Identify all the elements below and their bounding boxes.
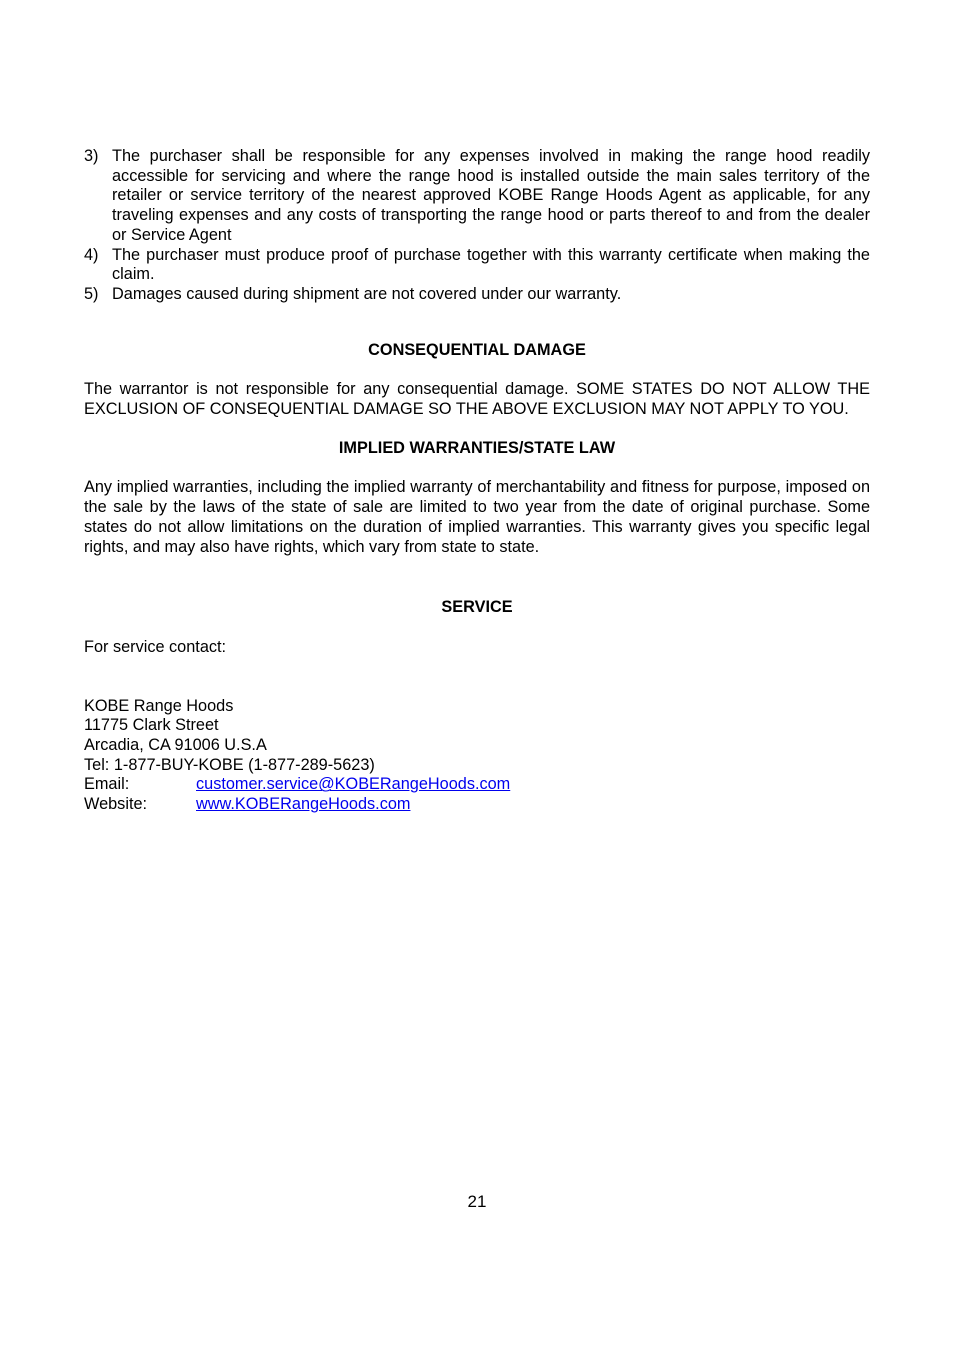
company-name: KOBE Range Hoods — [84, 696, 234, 715]
consequential-damage-heading: CONSEQUENTIAL DAMAGE — [368, 340, 586, 359]
implied-warranties-paragraph: Any implied warranties, including the implied warranty of merchantability and fitness for purpose, imposed on the sale by the laws of the state of sale are limited to two year from the date of original purchase. Some states do not allow limitations on the duration of implied warranties. This warranty gives you specific legal rights, and may also have rights, which vary from state to state. — [84, 478, 870, 556]
service-address — [84, 697, 870, 815]
website-row — [84, 795, 870, 815]
term-number: 4) — [84, 245, 99, 264]
email-label: Email: — [84, 775, 130, 794]
implied-warranties-heading: IMPLIED WARRANTIES/STATE LAW — [338, 438, 616, 457]
email-link[interactable]: customer.service@KOBERangeHoods.com — [196, 775, 511, 794]
term-number: 3) — [84, 147, 99, 165]
service-heading: SERVICE — [441, 598, 513, 617]
city-address: Arcadia, CA 91006 U.S.A — [84, 736, 267, 755]
website-link[interactable]: www.KOBERangeHoods.com — [196, 795, 411, 814]
page-number: 21 — [467, 1192, 487, 1211]
warranty-term-4 — [84, 246, 870, 285]
service-intro: For service contact: — [84, 637, 227, 656]
term-text: The purchaser must produce proof of purchase together with this warranty certificate when making the claim. — [112, 245, 870, 284]
email-row — [84, 775, 870, 795]
document-page — [84, 147, 870, 815]
warranty-term-5 — [84, 285, 870, 305]
street-address: 11775 Clark Street — [84, 716, 219, 735]
term-number: 5) — [84, 284, 99, 303]
term-text: The purchaser shall be responsible for any expenses involved in making the range hood readily accessible for servicing and where the range hood is installed outside the main sales territory of the retailer or service territory of the nearest approved KOBE Range Hoods Agent as applicable, for any traveling expenses and any costs of transporting the range hood or parts thereof to and from the dealer or Service Agent — [112, 147, 870, 244]
telephone: Tel: 1-877-BUY-KOBE (1-877-289-5623) — [84, 755, 375, 774]
warranty-terms-list — [84, 147, 870, 305]
website-label: Website: — [84, 795, 148, 814]
term-text: Damages caused during shipment are not covered under our warranty. — [112, 284, 622, 303]
warranty-term-3 — [84, 147, 870, 246]
consequential-damage-paragraph: The warrantor is not responsible for any consequential damage. SOME STATES DO NOT ALLOW THE EXCLUSION OF CONSEQUENTIAL DAMAGE SO THE ABOVE EXCLUSION MAY NOT APPLY TO YOU. — [84, 380, 870, 419]
